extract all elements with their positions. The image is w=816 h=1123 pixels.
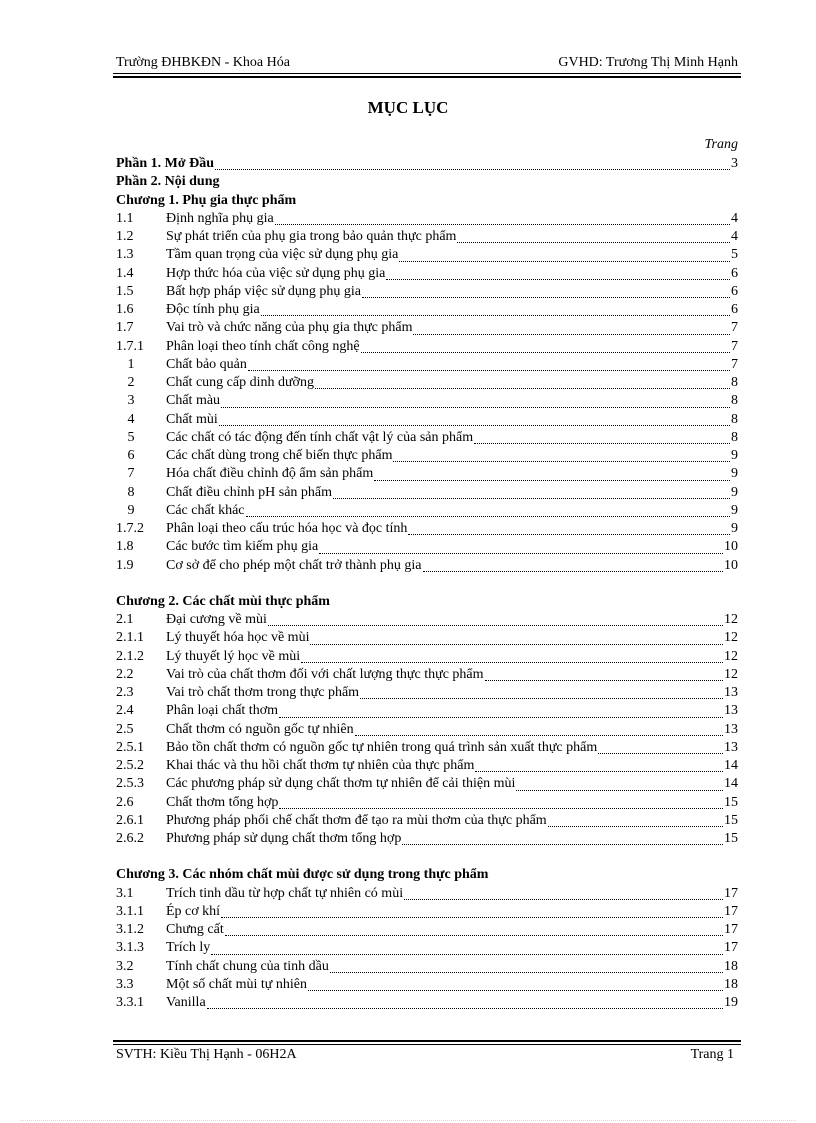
toc-page: 9	[731, 466, 738, 482]
table-of-contents	[116, 155, 738, 1012]
footer-rule	[113, 1044, 741, 1045]
dot-leader	[268, 611, 723, 626]
toc-number: 1.7	[116, 320, 134, 336]
toc-entry[interactable]	[116, 557, 738, 575]
toc-label: Phần 2. Nội dung	[116, 174, 220, 190]
toc-number: 2.6	[116, 794, 134, 810]
toc-page: 9	[731, 521, 738, 536]
header-rule-thick	[113, 76, 741, 78]
toc-label: Các phương pháp sử dụng chất thơm tự nhiên để cải thiện mùi	[166, 776, 516, 792]
toc-label: Chất bảo quản	[166, 356, 247, 372]
toc-chapter-3-heading[interactable]	[116, 866, 738, 884]
toc-entry[interactable]	[116, 265, 738, 283]
dot-leader	[301, 648, 723, 663]
dot-leader	[360, 684, 723, 699]
toc-label: Các bước tìm kiếm phụ gia	[166, 539, 319, 555]
toc-entry[interactable]	[116, 392, 738, 410]
toc-number: 1.2	[116, 229, 134, 244]
toc-page: 17	[724, 940, 738, 956]
toc-page: 17	[724, 903, 738, 919]
toc-page: 12	[724, 666, 738, 682]
toc-label: Chất mùi	[166, 411, 218, 427]
toc-number: 5	[127, 429, 135, 445]
toc-label: Phương pháp sử dụng chất thơm tổng hợp	[166, 831, 402, 846]
toc-number: 2.5.2	[116, 758, 144, 773]
toc-page: 17	[724, 922, 738, 937]
toc-page: 13	[724, 721, 738, 737]
toc-number: 3.2	[116, 958, 134, 974]
toc-entry[interactable]	[116, 447, 738, 465]
toc-number: 1.5	[116, 283, 134, 299]
toc-label: Hợp thức hóa của việc sử dụng phụ gia	[166, 265, 386, 281]
toc-number: 2.5.3	[116, 776, 144, 792]
dot-leader	[319, 539, 723, 554]
toc-page: 15	[724, 794, 738, 810]
toc-label: Vai trò của chất thơm đối với chất lượng thực thực phẩm	[166, 666, 484, 682]
toc-label: Bất hợp pháp việc sử dụng phụ gia	[166, 283, 362, 299]
toc-label: Phân loại chất thơm	[166, 703, 278, 719]
toc-entry[interactable]	[116, 794, 738, 812]
dot-leader	[355, 721, 723, 736]
page-header	[116, 55, 738, 71]
toc-number: 3.1.1	[116, 903, 144, 919]
dot-leader	[598, 739, 723, 754]
dot-leader	[261, 301, 730, 316]
footer-rule-thick	[113, 1040, 741, 1042]
dot-leader	[308, 976, 723, 991]
toc-entry[interactable]	[116, 702, 738, 720]
toc-number: 2.1.1	[116, 630, 144, 646]
toc-page: 8	[731, 411, 738, 427]
toc-page: 8	[731, 393, 738, 409]
toc-label: Vai trò và chức năng của phụ gia thực phẩm	[166, 320, 413, 336]
toc-page: 3	[731, 156, 738, 171]
page-title: MỤC LỤC	[367, 98, 449, 117]
dot-leader	[362, 283, 730, 298]
toc-label: Trích tinh dầu từ hợp chất tự nhiên có mùi	[166, 885, 404, 901]
toc-number: 1.1	[116, 210, 134, 226]
toc-label: Chất cung cấp dinh dưỡng	[166, 375, 314, 390]
toc-page: 9	[731, 484, 738, 500]
toc-entry[interactable]	[116, 520, 738, 538]
toc-entry[interactable]	[116, 812, 738, 830]
toc-entry[interactable]	[116, 721, 738, 739]
toc-number: 1.4	[116, 265, 134, 281]
toc-number: 2.2	[116, 666, 134, 682]
toc-label: Sự phát triển của phụ gia trong bảo quản thực phẩm	[166, 229, 457, 244]
dot-leader	[413, 320, 730, 335]
dot-leader	[548, 812, 723, 827]
toc-page: 10	[724, 539, 738, 555]
toc-number: 2	[127, 375, 135, 390]
toc-entry[interactable]	[116, 502, 738, 520]
toc-page: 18	[724, 958, 738, 974]
toc-entry[interactable]	[116, 484, 738, 502]
toc-chapter-2-heading[interactable]	[116, 593, 738, 611]
toc-number: 3.3	[116, 976, 134, 992]
toc-label: Chất thơm tổng hợp	[166, 794, 279, 810]
dot-leader	[474, 429, 730, 444]
toc-entry[interactable]	[116, 228, 738, 246]
toc-label: Hóa chất điều chỉnh độ ẩm sản phẩm	[166, 466, 374, 482]
dot-leader	[211, 940, 723, 955]
toc-page: 8	[731, 375, 738, 390]
dot-leader	[402, 830, 723, 845]
toc-entry[interactable]	[116, 319, 738, 337]
dot-leader	[279, 794, 723, 809]
toc-page: 15	[724, 812, 738, 828]
toc-page: 4	[731, 210, 738, 226]
dot-leader	[516, 776, 723, 791]
toc-entry[interactable]	[116, 465, 738, 483]
toc-number: 2.5	[116, 721, 134, 737]
toc-page: 4	[731, 229, 738, 244]
section-spacer	[116, 848, 738, 866]
toc-number: 3.3.1	[116, 995, 144, 1010]
toc-part-2[interactable]	[116, 173, 738, 191]
toc-number: 1.6	[116, 302, 134, 317]
dot-leader	[457, 228, 730, 243]
toc-entry[interactable]	[116, 629, 738, 647]
toc-entry[interactable]	[116, 684, 738, 702]
toc-page: 13	[724, 703, 738, 719]
toc-page: 7	[731, 356, 738, 372]
toc-label: Phân loại theo cấu trúc hóa học và đọc tính	[166, 521, 408, 536]
toc-entry[interactable]	[116, 429, 738, 447]
header-school: Trường ĐHBKĐN - Khoa Hóa	[116, 55, 290, 70]
toc-entry[interactable]	[116, 338, 738, 356]
toc-page: 18	[724, 976, 738, 992]
toc-label: Các chất dùng trong chế biến thực phẩm	[166, 448, 393, 463]
toc-number: 3	[127, 393, 135, 409]
dot-leader	[361, 338, 730, 353]
dot-leader	[279, 703, 723, 718]
toc-page: 7	[731, 320, 738, 336]
chapter-heading: Chương 2. Các chất mùi thực phẩm	[116, 593, 330, 609]
toc-number: 3.1	[116, 885, 134, 901]
toc-label: Độc tính phụ gia	[166, 302, 260, 317]
dot-leader	[248, 356, 730, 371]
dot-leader	[225, 921, 723, 936]
toc-page: 17	[724, 885, 738, 901]
dot-leader	[485, 666, 723, 681]
toc-entry[interactable]	[116, 301, 738, 319]
toc-part-1[interactable]	[116, 155, 738, 173]
toc-number: 1.7.1	[116, 338, 144, 354]
toc-number: 2.4	[116, 703, 134, 719]
toc-number: 1	[127, 356, 135, 372]
dot-leader	[333, 484, 730, 499]
toc-entry[interactable]	[116, 921, 738, 939]
toc-label: Lý thuyết lý học về mùi	[166, 648, 301, 664]
toc-number: 1.7.2	[116, 521, 144, 536]
toc-page: 6	[731, 283, 738, 299]
footer-page-number: Trang 1	[690, 1047, 734, 1062]
toc-number: 9	[127, 502, 135, 518]
toc-entry[interactable]	[116, 611, 738, 629]
toc-label: Tính chất chung của tinh dầu	[166, 958, 329, 974]
dot-leader	[310, 630, 723, 645]
toc-number: 3.1.2	[116, 922, 144, 937]
header-rule	[113, 73, 741, 74]
dot-leader	[221, 393, 730, 408]
toc-label: Ép cơ khí	[166, 903, 221, 919]
dot-leader	[219, 411, 730, 426]
toc-number: 2.6.1	[116, 812, 144, 828]
toc-label: Lý thuyết hóa học về mùi	[166, 630, 310, 646]
toc-entry[interactable]	[116, 903, 738, 921]
toc-entry[interactable]	[116, 976, 738, 994]
dot-leader	[475, 757, 723, 772]
toc-number: 4	[127, 411, 135, 427]
dot-leader	[275, 210, 730, 225]
toc-label: Định nghĩa phụ gia	[166, 210, 274, 226]
toc-number: 2.5.1	[116, 739, 144, 755]
toc-page: 7	[731, 338, 738, 354]
chapter-heading: Chương 3. Các nhóm chất mùi được sử dụng trong thực phẩm	[116, 867, 489, 883]
toc-page: 19	[724, 995, 738, 1010]
toc-entry[interactable]	[116, 538, 738, 556]
toc-page: 8	[731, 429, 738, 445]
toc-entry[interactable]	[116, 374, 738, 392]
toc-number: 2.1.2	[116, 648, 144, 664]
toc-page: 9	[731, 448, 738, 463]
toc-entry[interactable]	[116, 283, 738, 301]
toc-page: 6	[731, 265, 738, 281]
toc-label: Chất thơm có nguồn gốc tự nhiên	[166, 721, 354, 737]
toc-entry[interactable]	[116, 739, 738, 757]
toc-label: Bảo tồn chất thơm có nguồn gốc tự nhiên trong quá trình sản xuất thực phẩm	[166, 739, 598, 755]
toc-number: 8	[127, 484, 135, 500]
toc-number: 1.3	[116, 247, 134, 263]
toc-page: 12	[724, 630, 738, 646]
page-column-label: Trang	[704, 137, 738, 152]
toc-page: 12	[724, 648, 738, 664]
dot-leader	[221, 903, 723, 918]
toc-number: 1.8	[116, 539, 134, 555]
header-advisor: GVHD: Trương Thị Minh Hạnh	[558, 55, 738, 70]
toc-page: 5	[731, 247, 738, 263]
toc-page: 14	[724, 758, 738, 773]
toc-label: Tầm quan trọng của việc sử dụng phụ gia	[166, 247, 399, 263]
dot-leader	[315, 374, 730, 389]
toc-entry[interactable]	[116, 830, 738, 848]
dot-leader	[393, 447, 730, 462]
page-footer	[116, 1047, 734, 1063]
toc-label: Các chất khác	[166, 502, 245, 518]
dot-leader	[330, 958, 723, 973]
toc-page: 12	[724, 612, 738, 627]
toc-number: 6	[127, 448, 135, 463]
dot-leader	[374, 466, 730, 481]
toc-label: Một số chất mùi tự nhiên	[166, 976, 307, 992]
toc-page: 13	[724, 739, 738, 755]
toc-entry[interactable]	[116, 210, 738, 228]
toc-entry[interactable]	[116, 648, 738, 666]
toc-entry[interactable]	[116, 775, 738, 793]
dot-leader	[246, 502, 730, 517]
toc-page: 15	[724, 831, 738, 846]
chapter-heading: Chương 1. Phụ gia thực phẩm	[116, 192, 297, 208]
toc-label: Chất màu	[166, 393, 221, 409]
toc-label: Phần 1. Mở Đầu	[116, 156, 214, 171]
dot-leader	[408, 520, 730, 535]
toc-entry[interactable]	[116, 356, 738, 374]
toc-label: Đại cương về mùi	[166, 612, 267, 627]
toc-entry[interactable]	[116, 246, 738, 264]
toc-number: 2.1	[116, 612, 134, 627]
dot-leader	[215, 155, 730, 170]
toc-number: 2.6.2	[116, 831, 144, 846]
dot-leader	[404, 885, 723, 900]
toc-label: Phương pháp phối chế chất thơm để tạo ra mùi thơm của thực phẩm	[166, 812, 547, 828]
toc-page: 10	[724, 557, 738, 573]
toc-entry[interactable]	[116, 411, 738, 429]
toc-entry[interactable]	[116, 939, 738, 957]
toc-number: 2.3	[116, 685, 134, 700]
toc-number: 1.9	[116, 557, 134, 573]
toc-entry[interactable]	[116, 757, 738, 775]
toc-entry[interactable]	[116, 666, 738, 684]
toc-page: 14	[724, 776, 738, 792]
dot-leader	[207, 994, 723, 1009]
toc-label: Trích ly	[166, 940, 211, 956]
toc-page: 13	[724, 685, 738, 700]
toc-label: Khai thác và thu hồi chất thơm tự nhiên của thực phẩm	[166, 758, 475, 773]
toc-label: Vanilla	[166, 995, 206, 1010]
toc-page: 9	[731, 502, 738, 518]
toc-number: 7	[127, 466, 135, 482]
toc-label: Các chất có tác động đến tính chất vật lý của sản phẩm	[166, 429, 474, 445]
footer-student: SVTH: Kiều Thị Hạnh - 06H2A	[116, 1047, 297, 1062]
toc-page: 6	[731, 302, 738, 317]
toc-entry[interactable]	[116, 885, 738, 903]
toc-label: Chưng cất	[166, 922, 224, 937]
toc-label: Vai trò chất thơm trong thực phẩm	[166, 685, 360, 700]
toc-entry[interactable]	[116, 994, 738, 1012]
toc-chapter-1-heading[interactable]	[116, 192, 738, 210]
toc-label: Chất điều chỉnh pH sản phẩm	[166, 484, 333, 500]
section-spacer	[116, 575, 738, 593]
toc-number: 3.1.3	[116, 940, 144, 956]
toc-label: Cơ sở để cho phép một chất trở thành phụ gia	[166, 557, 422, 573]
dot-leader	[399, 247, 730, 262]
page-edge-divider	[20, 1120, 796, 1121]
dot-leader	[423, 557, 724, 572]
toc-entry[interactable]	[116, 958, 738, 976]
toc-label: Phân loại theo tính chất công nghệ	[166, 338, 360, 354]
dot-leader	[386, 265, 730, 280]
